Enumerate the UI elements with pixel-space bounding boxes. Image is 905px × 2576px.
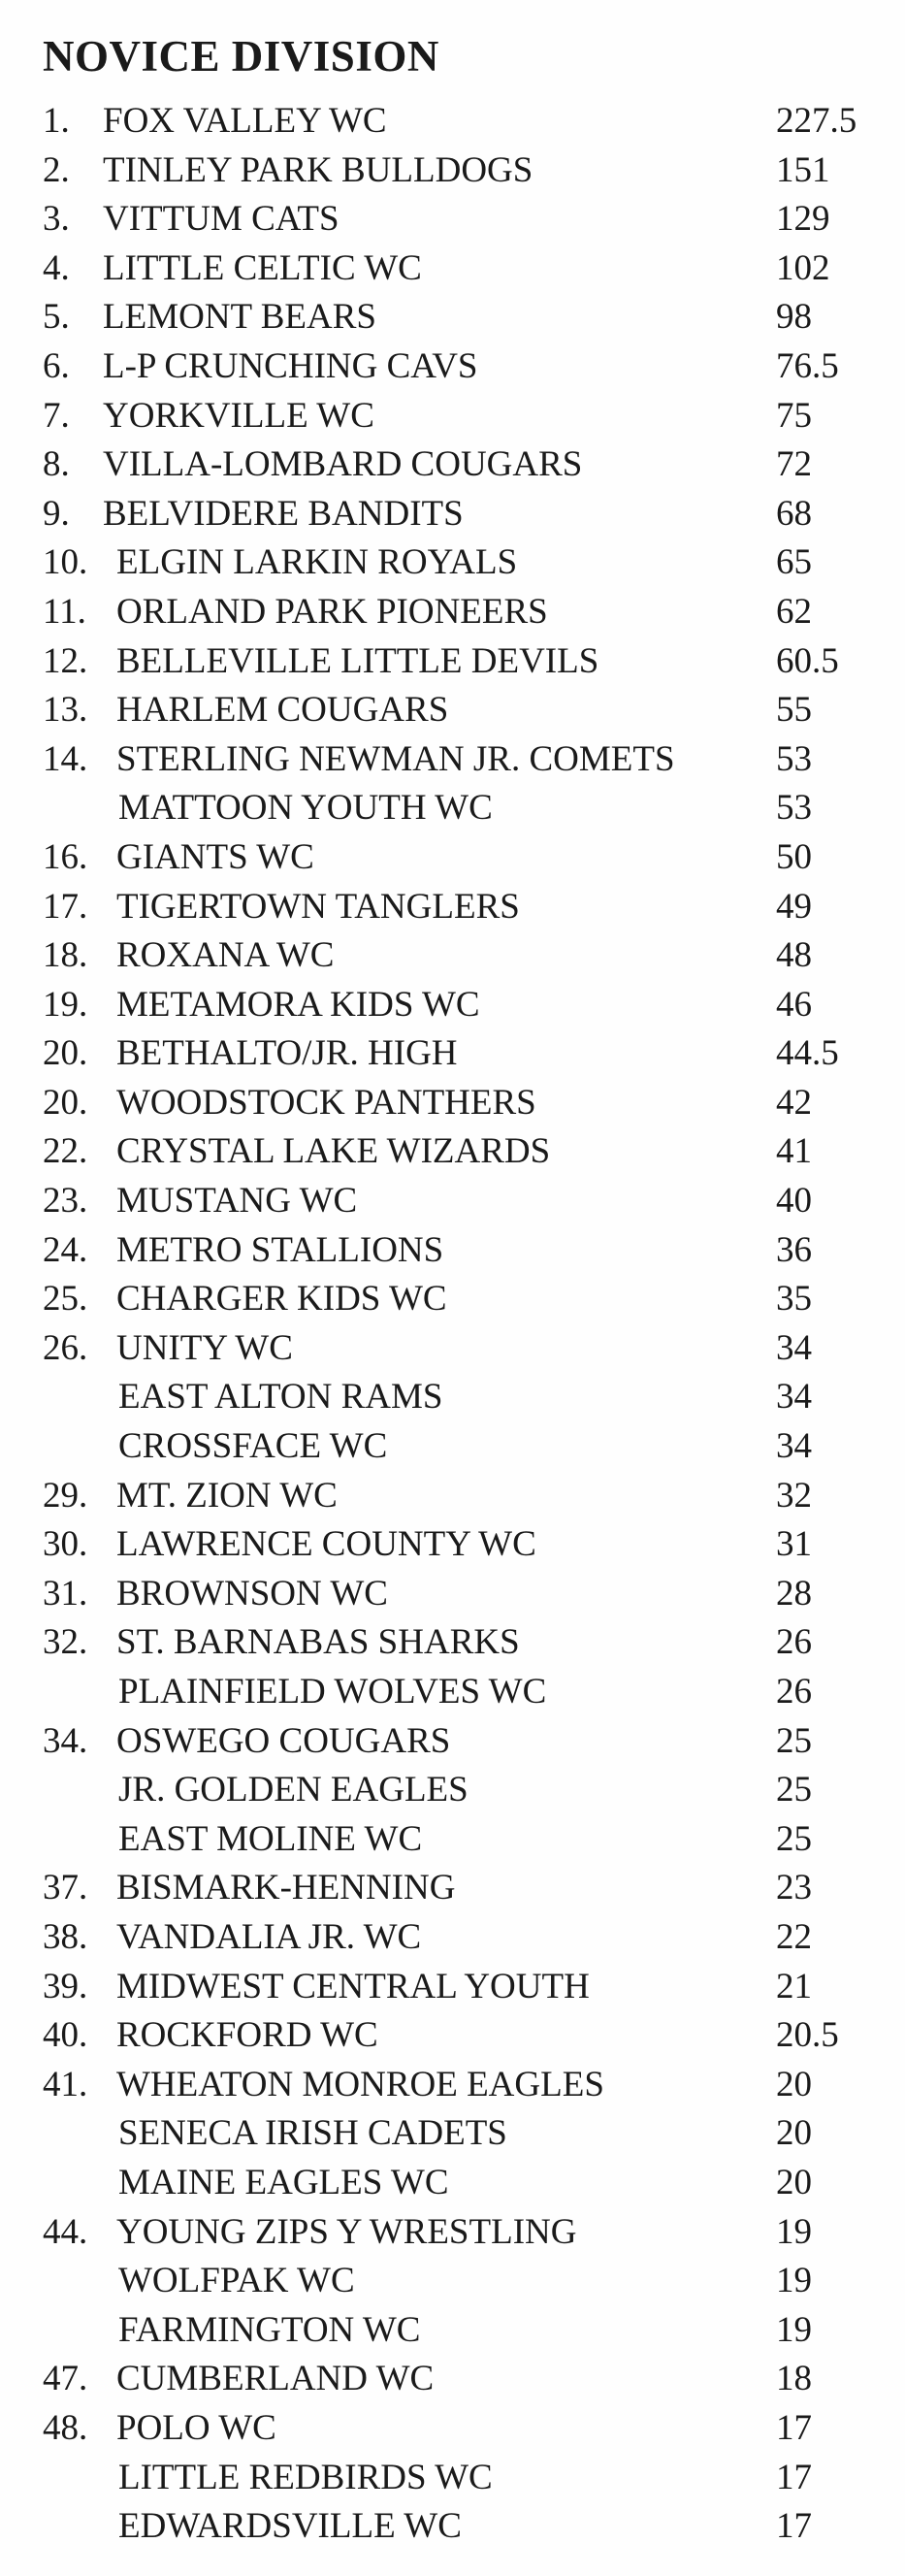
team-name: YOUNG ZIPS Y WRESTLING <box>116 2211 577 2252</box>
team-score: 62 <box>776 591 812 632</box>
team-score: 65 <box>776 542 812 583</box>
standings-row <box>0 883 905 932</box>
team-name: BROWNSON WC <box>116 1573 388 1614</box>
team-name: BISMARK-HENNING <box>116 1868 456 1908</box>
team-name: OSWEGO COUGARS <box>116 1720 451 1761</box>
standings-row <box>0 2404 905 2454</box>
standings-row <box>0 1766 905 1815</box>
team-score: 20.5 <box>776 2015 839 2056</box>
team-score: 25 <box>776 1818 812 1859</box>
rank-number: 6. <box>43 345 70 386</box>
team-name: EDWARDSVILLE WC <box>118 2506 462 2547</box>
team-score: 21 <box>776 1966 812 2006</box>
team-score: 68 <box>776 493 812 534</box>
rank-number: 7. <box>43 395 70 436</box>
standings-row <box>0 342 905 392</box>
team-score: 151 <box>776 149 830 190</box>
team-score: 19 <box>776 2211 812 2252</box>
team-name: CHARGER KIDS WC <box>116 1279 447 1320</box>
team-name: YORKVILLE WC <box>103 395 374 436</box>
team-name: BELVIDERE BANDITS <box>103 493 464 534</box>
team-score: 53 <box>776 738 812 779</box>
standings-row <box>0 293 905 342</box>
team-score: 36 <box>776 1229 812 1270</box>
rank-number: 13. <box>43 690 88 731</box>
standings-row <box>0 1913 905 1963</box>
rank-number: 22. <box>43 1131 88 1172</box>
team-name: SENECA IRISH CADETS <box>118 2113 507 2154</box>
standings-row <box>0 1963 905 2012</box>
standings-row <box>0 2257 905 2306</box>
team-name: TINLEY PARK BULLDOGS <box>103 149 533 190</box>
team-score: 17 <box>776 2457 812 2497</box>
team-name: BELLEVILLE LITTLE DEVILS <box>116 640 599 681</box>
team-score: 22 <box>776 1916 812 1957</box>
team-score: 26 <box>776 1672 812 1712</box>
team-name: MIDWEST CENTRAL YOUTH <box>116 1966 590 2006</box>
standings-list <box>0 97 905 2552</box>
rank-number: 47. <box>43 2359 88 2399</box>
team-name: GIANTS WC <box>116 836 314 877</box>
team-score: 17 <box>776 2506 812 2547</box>
team-score: 40 <box>776 1181 812 1222</box>
team-name: WOODSTOCK PANTHERS <box>116 1082 536 1123</box>
team-name: HARLEM COUGARS <box>116 690 449 731</box>
team-name: LEMONT BEARS <box>103 297 376 338</box>
standings-row <box>0 538 905 588</box>
rank-number: 44. <box>43 2211 88 2252</box>
team-name: CUMBERLAND WC <box>116 2359 435 2399</box>
standings-row <box>0 981 905 1030</box>
standings-row <box>0 2306 905 2356</box>
team-name: WOLFPAK WC <box>118 2261 355 2301</box>
team-name: FARMINGTON WC <box>118 2309 421 2350</box>
rank-number: 40. <box>43 2015 88 2056</box>
team-score: 53 <box>776 788 812 829</box>
rank-number: 19. <box>43 984 88 1025</box>
team-name: UNITY WC <box>116 1327 293 1368</box>
standings-row <box>0 1815 905 1865</box>
team-name: VANDALIA JR. WC <box>116 1916 422 1957</box>
standings-row <box>0 392 905 441</box>
team-score: 102 <box>776 247 830 288</box>
team-score: 19 <box>776 2261 812 2301</box>
standings-row <box>0 2159 905 2208</box>
standings-row <box>0 1472 905 1521</box>
team-name: BETHALTO/JR. HIGH <box>116 1033 458 1074</box>
rank-number: 3. <box>43 199 70 240</box>
division-title: NOVICE DIVISION <box>43 32 439 81</box>
standings-row <box>0 588 905 637</box>
team-score: 76.5 <box>776 345 839 386</box>
team-name: JR. GOLDEN EAGLES <box>118 1770 469 1810</box>
rank-number: 11. <box>43 591 86 632</box>
team-name: ROXANA WC <box>116 935 335 976</box>
rank-number: 20. <box>43 1082 88 1123</box>
standings-row <box>0 490 905 539</box>
standings-row <box>0 147 905 196</box>
team-score: 32 <box>776 1475 812 1516</box>
standings-row <box>0 2454 905 2503</box>
standings-row <box>0 1422 905 1472</box>
team-score: 25 <box>776 1770 812 1810</box>
standings-row <box>0 1668 905 1717</box>
team-name: MAINE EAGLES WC <box>118 2162 449 2202</box>
standings-row <box>0 784 905 833</box>
team-score: 41 <box>776 1131 812 1172</box>
team-name: POLO WC <box>116 2407 276 2448</box>
standings-row <box>0 1570 905 1619</box>
standings-row <box>0 2208 905 2258</box>
team-name: EAST ALTON RAMS <box>118 1377 443 1418</box>
standings-row <box>0 931 905 981</box>
team-score: 35 <box>776 1279 812 1320</box>
team-score: 227.5 <box>776 101 857 141</box>
team-score: 75 <box>776 395 812 436</box>
team-score: 98 <box>776 297 812 338</box>
standings-row <box>0 2109 905 2159</box>
standings-row <box>0 1177 905 1226</box>
rank-number: 5. <box>43 297 70 338</box>
team-name: ST. BARNABAS SHARKS <box>116 1622 520 1663</box>
standings-row <box>0 245 905 294</box>
team-name: CRYSTAL LAKE WIZARDS <box>116 1131 551 1172</box>
team-score: 55 <box>776 690 812 731</box>
team-name: WHEATON MONROE EAGLES <box>116 2064 604 2104</box>
team-name: LITTLE REDBIRDS WC <box>118 2457 493 2497</box>
team-name: ORLAND PARK PIONEERS <box>116 591 548 632</box>
rank-number: 1. <box>43 101 70 141</box>
standings-row <box>0 2502 905 2552</box>
team-name: VITTUM CATS <box>103 199 339 240</box>
standings-row <box>0 1324 905 1374</box>
standings-row <box>0 1079 905 1128</box>
team-score: 34 <box>776 1377 812 1418</box>
team-score: 18 <box>776 2359 812 2399</box>
standings-row <box>0 686 905 735</box>
team-score: 19 <box>776 2309 812 2350</box>
team-score: 46 <box>776 984 812 1025</box>
rank-number: 37. <box>43 1868 88 1908</box>
team-score: 48 <box>776 935 812 976</box>
team-name: MT. ZION WC <box>116 1475 338 1516</box>
rank-number: 10. <box>43 542 88 583</box>
standings-row <box>0 440 905 490</box>
team-score: 49 <box>776 886 812 927</box>
standings-row <box>0 1618 905 1668</box>
team-score: 23 <box>776 1868 812 1908</box>
team-score: 20 <box>776 2064 812 2104</box>
standings-row <box>0 97 905 147</box>
team-name: FOX VALLEY WC <box>103 101 387 141</box>
rank-number: 20. <box>43 1033 88 1074</box>
standings-row <box>0 2011 905 2061</box>
team-score: 72 <box>776 444 812 485</box>
standings-row <box>0 1127 905 1177</box>
rank-number: 23. <box>43 1181 88 1222</box>
team-name: ROCKFORD WC <box>116 2015 378 2056</box>
team-name: VILLA-LOMBARD COUGARS <box>103 444 583 485</box>
rank-number: 9. <box>43 493 70 534</box>
rank-number: 12. <box>43 640 88 681</box>
team-name: METRO STALLIONS <box>116 1229 444 1270</box>
team-name: MATTOON YOUTH WC <box>118 788 493 829</box>
team-name: EAST MOLINE WC <box>118 1818 423 1859</box>
rank-number: 2. <box>43 149 70 190</box>
rank-number: 26. <box>43 1327 88 1368</box>
rank-number: 31. <box>43 1573 88 1614</box>
rank-number: 30. <box>43 1524 88 1565</box>
standings-row <box>0 1226 905 1276</box>
rank-number: 25. <box>43 1279 88 1320</box>
team-score: 42 <box>776 1082 812 1123</box>
team-score: 20 <box>776 2162 812 2202</box>
standings-row <box>0 1864 905 1913</box>
team-name: L-P CRUNCHING CAVS <box>103 345 478 386</box>
rank-number: 16. <box>43 836 88 877</box>
rank-number: 39. <box>43 1966 88 2006</box>
team-name: METAMORA KIDS WC <box>116 984 480 1025</box>
rank-number: 29. <box>43 1475 88 1516</box>
team-score: 31 <box>776 1524 812 1565</box>
team-score: 17 <box>776 2407 812 2448</box>
rank-number: 48. <box>43 2407 88 2448</box>
team-name: ELGIN LARKIN ROYALS <box>116 542 518 583</box>
rank-number: 32. <box>43 1622 88 1663</box>
standings-row <box>0 2061 905 2110</box>
team-score: 28 <box>776 1573 812 1614</box>
standings-row <box>0 2355 905 2404</box>
team-score: 129 <box>776 199 830 240</box>
rank-number: 41. <box>43 2064 88 2104</box>
team-score: 25 <box>776 1720 812 1761</box>
standings-row <box>0 833 905 883</box>
standings-row <box>0 1520 905 1570</box>
team-name: LITTLE CELTIC WC <box>103 247 422 288</box>
standings-row <box>0 637 905 687</box>
standings-row <box>0 1029 905 1079</box>
standings-row <box>0 735 905 785</box>
team-score: 50 <box>776 836 812 877</box>
team-name: STERLING NEWMAN JR. COMETS <box>116 738 675 779</box>
rank-number: 34. <box>43 1720 88 1761</box>
team-name: CROSSFACE WC <box>118 1426 388 1467</box>
team-name: PLAINFIELD WOLVES WC <box>118 1672 547 1712</box>
rank-number: 17. <box>43 886 88 927</box>
rank-number: 18. <box>43 935 88 976</box>
rank-number: 14. <box>43 738 88 779</box>
rank-number: 4. <box>43 247 70 288</box>
team-name: MUSTANG WC <box>116 1181 358 1222</box>
team-score: 44.5 <box>776 1033 839 1074</box>
team-score: 20 <box>776 2113 812 2154</box>
rank-number: 24. <box>43 1229 88 1270</box>
standings-row <box>0 1717 905 1767</box>
standings-row <box>0 195 905 245</box>
team-name: TIGERTOWN TANGLERS <box>116 886 520 927</box>
standings-row <box>0 1275 905 1324</box>
team-name: LAWRENCE COUNTY WC <box>116 1524 536 1565</box>
standings-row <box>0 1373 905 1422</box>
team-score: 60.5 <box>776 640 839 681</box>
team-score: 26 <box>776 1622 812 1663</box>
rank-number: 8. <box>43 444 70 485</box>
team-score: 34 <box>776 1426 812 1467</box>
team-score: 34 <box>776 1327 812 1368</box>
rank-number: 38. <box>43 1916 88 1957</box>
